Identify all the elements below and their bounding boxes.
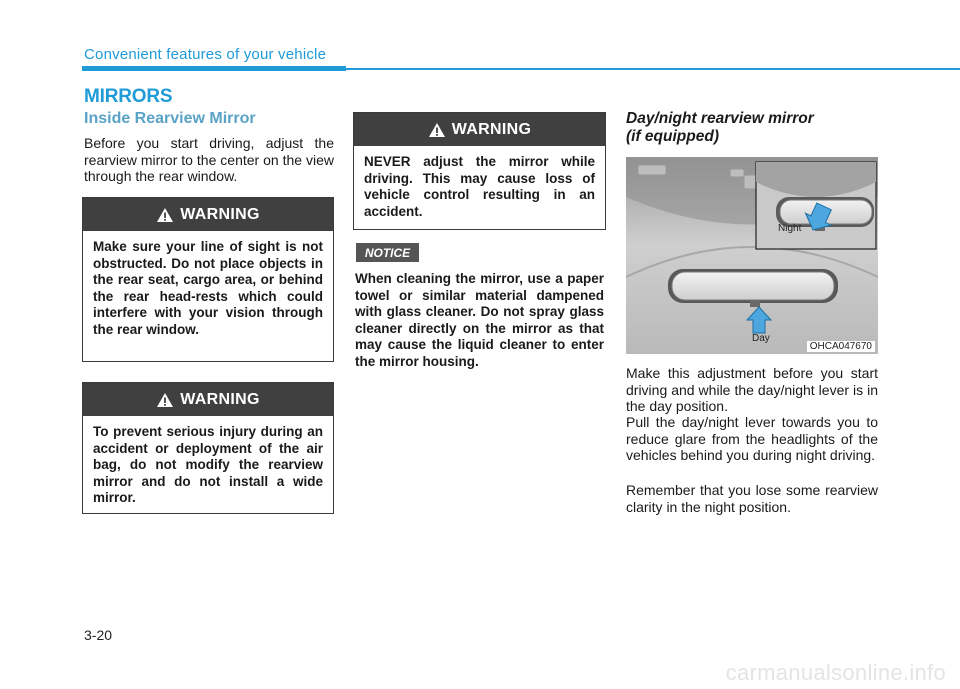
day-night-paragraph-1: Make this adjustment before you start driving and while the day/night lever is in the day position. (626, 365, 878, 414)
figure-code: OHCA047670 (807, 341, 875, 352)
day-night-paragraph-2: Pull the day/night lever towards you to reduce glare from the headlights of the vehicles behind you during night driving. (626, 414, 878, 463)
warning-triangle-icon (428, 122, 446, 138)
mirror-illustration (626, 157, 878, 354)
warning-label: WARNING (180, 390, 260, 408)
section-header: Convenient features of your vehicle (84, 46, 327, 63)
notice-text: When cleaning the mirror, use a paper towel or similar material dampened with glass cleaner. Do not spray glass cleaner directly on the mirror as that may cause the liquid cleaner to enter the mirror housing. (355, 271, 604, 369)
page-number: 3-20 (84, 627, 113, 643)
page-title: MIRRORS (84, 86, 173, 107)
warning-text: NEVER adjust the mirror while driving. This may cause loss of vehicle control resulting in an accident. (364, 154, 595, 219)
warning-box-sight (82, 197, 334, 362)
inside-mirror-intro: Before you start driving, adjust the rearview mirror to the center on the view through the rear window. (84, 135, 334, 184)
night-label: Night (778, 223, 802, 234)
warning-box-airbag (82, 382, 334, 514)
rearview-mirror-illustration (626, 157, 878, 354)
day-night-heading (626, 110, 814, 146)
warning-header (83, 198, 333, 231)
day-night-heading-line1: Day/night rearview mirror (626, 110, 814, 127)
warning-box-driving (353, 112, 606, 230)
warning-header (354, 113, 605, 146)
warning-header (83, 383, 333, 416)
inside-mirror-heading: Inside Rearview Mirror (84, 110, 256, 127)
header-rule-extension (346, 68, 960, 70)
notice-badge: NOTICE (356, 243, 419, 262)
warning-text: To prevent serious injury during an accident or deployment of the air bag, do not modify the rearview mirror and do not install a wide mirror. (93, 424, 323, 505)
warning-text: Make sure your line of sight is not obstructed. Do not place objects in the rear seat, cargo area, or behind the rear head-rests which could interfere with your vision through the rear window. (93, 239, 323, 337)
warning-triangle-icon (156, 392, 174, 408)
watermark: carmanualsonline.info (725, 660, 946, 685)
day-label: Day (752, 333, 770, 344)
day-night-heading-line2: (if equipped) (626, 128, 719, 145)
warning-triangle-icon (156, 207, 174, 223)
header-rule (82, 66, 346, 71)
warning-label: WARNING (451, 120, 532, 138)
day-night-paragraph-3: Remember that you lose some rearview clarity in the night position. (626, 482, 878, 515)
warning-label: WARNING (180, 205, 260, 223)
